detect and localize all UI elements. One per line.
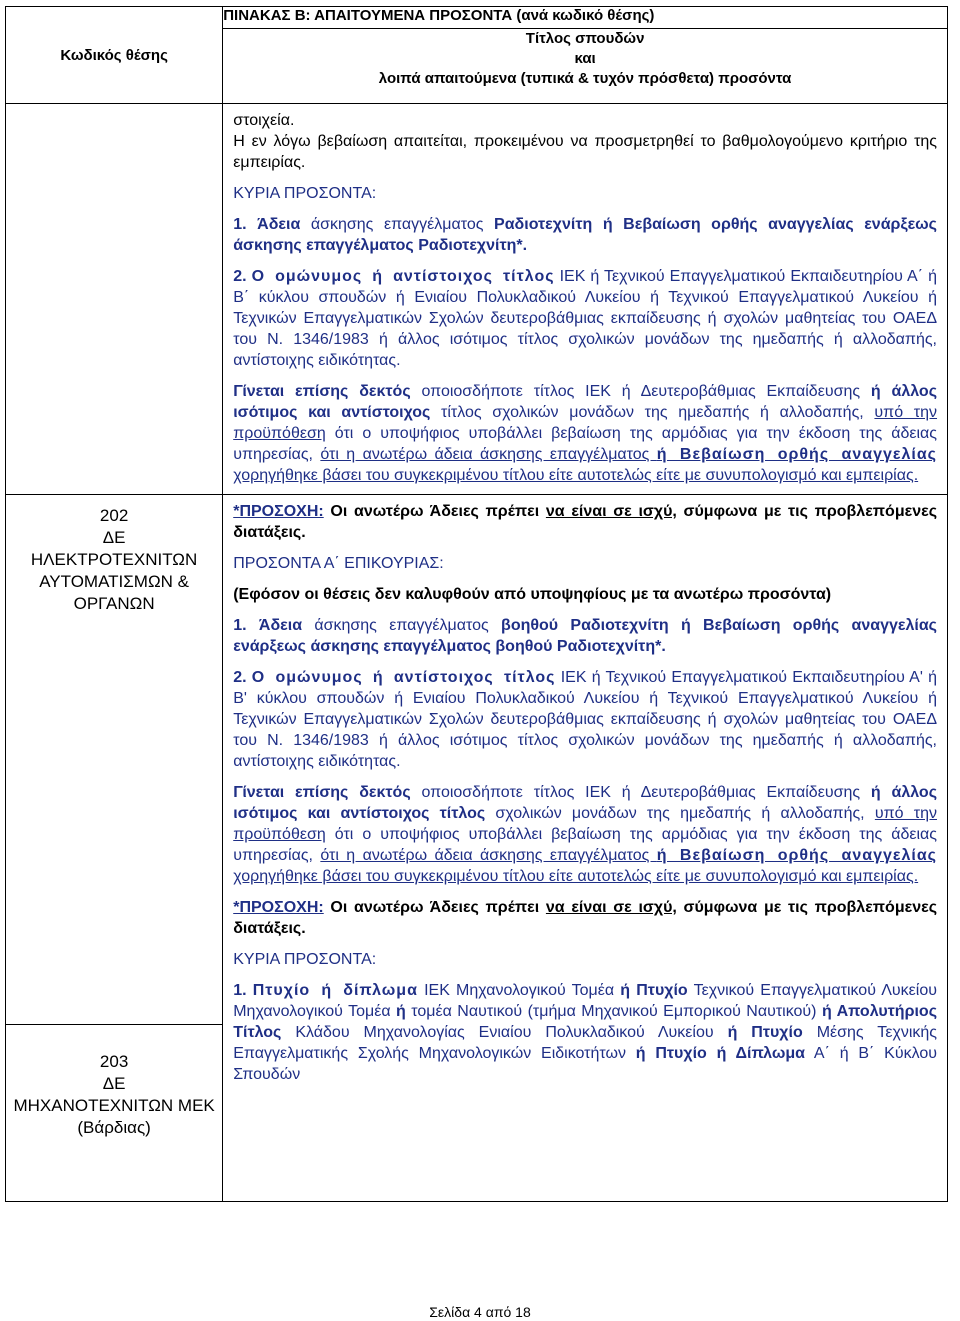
code-name: ΗΛΕΚΤΡΟΤΕΧΝΙΤΩΝ ΑΥΤΟΜΑΤΙΣΜΩΝ & ΟΡΓΑΝΩΝ: [30, 550, 198, 613]
code-category: ΔΕ: [102, 528, 126, 547]
code-category: ΔΕ: [102, 1074, 126, 1093]
section-heading: ΚΥΡΙΑ ΠΡΟΣΟΝΤΑ:: [233, 185, 377, 202]
section-heading: ΚΥΡΙΑ ΠΡΟΣΟΝΤΑ:: [233, 951, 377, 968]
code-cell-202: [6, 495, 223, 1025]
code-subtitle: (Βάρδιας): [77, 1118, 151, 1137]
list-item: 2. Ο ομώνυμος ή αντίστοιχος τίτλος ΙΕΚ ή Τεχνικού Επαγγελματικού Εκπαιδευτηρίου Α' ή Β' κύκλου σπουδών ή Ενιαίου Πολυκλαδικού Λυκείου ή Τεχνικού Επαγγελματικού Λυκείου ή Τεχνικών Επαγγελματικών Σχολών δευτεροβάθμιας εκπαίδευσης ή σχολών μαθητείας του ΟΑΕΔ του Ν. 1346/1983 ή άλλος ισότιμος τίτλος σχολικών μονάδων της ημεδαπής ή αλλοδαπής, αντίστοιχης ειδικότητας.: [233, 669, 938, 770]
attention-note: *ΠΡΟΣΟΧΗ: Οι ανωτέρω Άδειες πρέπει να είναι σε ισχύ, σύμφωνα με τις προβλεπόμενες διατάξεις.: [233, 899, 938, 937]
header-code-cell: [6, 7, 223, 104]
list-item: 1. Πτυχίο ή δίπλωμα ΙΕΚ Μηχανολογικού Τομέα ή Πτυχίο Τεχνικού Επαγγελματικού Λυκείου Μηχανολογικού Τομέα ή τομέα Ναυτικού (τμήμα Μηχανικού Εμπορικού Ναυτικού) ή Απολυτήριος Τίτλος Κλάδου Μηχανολογίας Ενιαίου Πολυκλαδικού Λυκείου ή Πτυχίο Μέσης Τεχνικής Επαγγελματικής Σχολής Μηχανολογικών Ειδικοτήτων ή Πτυχίο ή Δίπλωμα Α΄ ή Β΄ Κύκλου Σπουδών: [233, 982, 938, 1083]
list-item: 1. Άδεια άσκησης επαγγέλματος βοηθού Ραδιοτεχνίτη ή Βεβαίωση ορθής αναγγελίας ενάρξεως άσκησης επαγγέλματος βοηθού Ραδιοτεχνίτη*.: [233, 617, 938, 655]
header-req-line1: Τίτλος σπουδών: [525, 30, 645, 48]
section-heading: ΠΡΟΣΟΝΤΑ Α΄ ΕΠΙΚΟΥΡΙΑΣ:: [233, 555, 444, 572]
code-cell-empty: [6, 104, 223, 495]
header-req-line3: λοιπά απαιτούμενα (τυπικά & τυχόν πρόσθετα) προσόντα: [378, 70, 792, 88]
paragraph: Γίνεται επίσης δεκτός οποιοσδήποτε τίτλος ΙΕΚ ή Δευτεροβάθμιας Εκπαίδευσης ή άλλος ισότιμος και αντίστοιχος τίτλος σχολικών μονάδων της ημεδαπής ή αλλοδαπής, υπό την προϋπόθεση ότι ο υποψήφιος υποβάλλει βεβαίωση της αρμόδιας για την έκδοση της άδειας υπηρεσίας, ότι η ανωτέρω άδεια άσκησης επαγγέλματος ή Βεβαίωση ορθής αναγγελίας χορηγήθηκε βάσει του συγκεκριμένου τίτλου είτε αυτοτελώς είτε με συνυπολογισμό και εμπειρίας.: [233, 383, 938, 484]
attention-note: *ΠΡΟΣΟΧΗ: Οι ανωτέρω Άδειες πρέπει να είναι σε ισχύ, σύμφωνα με τις προβλεπόμενες διατάξεις.: [233, 503, 938, 541]
paragraph: (Εφόσον οι θέσεις δεν καλυφθούν από υποψηφίους με τα ανωτέρω προσόντα): [233, 586, 832, 603]
paragraph: Γίνεται επίσης δεκτός οποιοσδήποτε τίτλος ΙΕΚ ή Δευτεροβάθμιας Εκπαίδευσης ή άλλος ισότιμος και αντίστοιχος τίτλος σχολικών μονάδων της ημεδαπής ή αλλοδαπής, υπό την προϋπόθεση ότι ο υποψήφιος υποβάλλει βεβαίωση της αρμόδιας για την έκδοση της άδειας υπηρεσίας, ότι η ανωτέρω άδεια άσκησης επαγγέλματος ή Βεβαίωση ορθής αναγγελίας χορηγήθηκε βάσει του συγκεκριμένου τίτλου είτε αυτοτελώς είτε με συνυπολογισμό και εμπειρίας.: [233, 784, 938, 885]
table-title-text: ΠΙΝΑΚΑΣ Β: ΑΠΑΙΤΟΥΜΕΝΑ ΠΡΟΣΟΝΤΑ (ανά κωδικό θέσης): [223, 7, 655, 24]
header-requirements-cell: [223, 29, 948, 104]
list-item: 2. Ο ομώνυμος ή αντίστοιχος τίτλος ΙΕΚ ή Τεχνικού Επαγγελματικού Εκπαιδευτηρίου Α΄ ή Β΄ κύκλου σπουδών ή Ενιαίου Πολυκλαδικού Λυκείου ή Τεχνικού Επαγγελματικού Λυκείου ή Τεχνικών Επαγγελματικών Σχολών δευτεροβάθμιας εκπαίδευσης ή σχολών μαθητείας του ΟΑΕΔ του Ν. 1346/1983 ή άλλος ισότιμος τίτλος σχολικών μονάδων της ημεδαπής ή αλλοδαπής, αντίστοιχης ειδικότητας.: [233, 268, 937, 369]
paragraph: στοιχεία.: [233, 112, 295, 129]
code-number: 203: [99, 1052, 129, 1071]
page-footer: Σελίδα 4 από 18: [429, 1304, 531, 1320]
code-cell-203: [6, 1025, 223, 1202]
requirements-cell: [223, 495, 948, 1202]
requirements-cell: [223, 104, 948, 495]
table-title: [223, 7, 948, 29]
table-row: [6, 495, 948, 1025]
list-item: 1. Άδεια άσκησης επαγγέλματος Ραδιοτεχνίτη ή Βεβαίωση ορθής αναγγελίας ενάρξεως άσκησης επαγγέλματος Ραδιοτεχνίτη*.: [233, 216, 937, 254]
header-code-label: Κωδικός θέσης: [60, 46, 168, 64]
paragraph: Η εν λόγω βεβαίωση απαιτείται, προκειμένου να προσμετρηθεί το βαθμολογούμενο κριτήριο της εμπειρίας.: [233, 133, 937, 171]
header-req-line2: και: [574, 50, 596, 68]
code-number: 202: [99, 506, 129, 525]
requirements-table: [5, 6, 948, 1202]
table-row: [6, 104, 948, 495]
code-name: ΜΗΧΑΝΟΤΕΧΝΙΤΩΝ ΜΕΚ: [13, 1096, 215, 1115]
